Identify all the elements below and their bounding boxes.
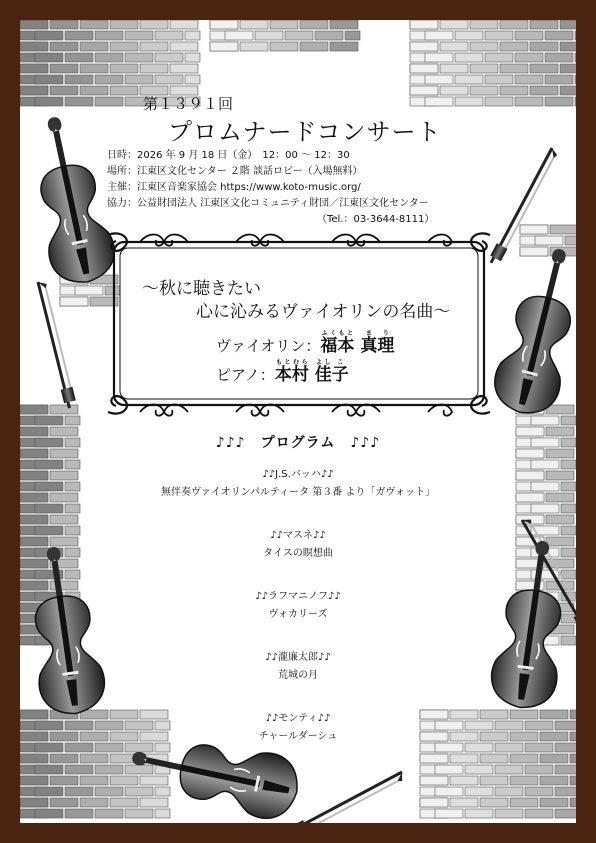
program-piece: タイスの瞑想曲 [263,548,333,559]
program-item [20,466,576,502]
scroll-ornament [356,405,380,416]
name-char: 子こ [331,359,349,385]
program-piece: 無伴奏ヴァイオリンパルティータ 第３番 より「ガヴォット」 [160,487,436,498]
name-char: 本もと [274,359,292,385]
name-char: 本もと [337,330,355,356]
program-piece: ヴォカリーズ [268,609,328,620]
info-row-organizer [107,180,434,196]
scroll-ornament [236,235,260,246]
info-value: 2026 年 9 月 18 日（金） 12：00 ～ 12：30 [137,150,350,161]
concert-edition: 第１３９１回 [143,95,234,113]
program-piece: 荒城の月 [278,670,318,681]
performer-role: ピアノ： [216,366,275,384]
concert-title: プロムナードコンサート [168,118,442,146]
name-char: 福ふく [320,330,338,356]
info-row-cooperation [107,196,434,212]
scroll-ornament [332,405,356,416]
program-heading: ♪♪♪ プログラム ♪♪♪ [215,435,381,451]
program-composer: ♪♪瀧廉太郎♪♪ [265,652,331,663]
scroll-ornament [236,405,260,416]
scroll-ornament [140,235,164,246]
scroll-ornament [356,235,380,246]
performer-piano [216,359,349,385]
name-char: 理り [377,330,395,356]
program-item [20,588,576,624]
program-list [20,466,576,746]
program-composer: ♪♪マスネ♪♪ [270,530,326,541]
info-value: 公益財団法人 江東区文化コミュニティ財団／江東区文化センター [137,198,429,209]
scroll-ornament [428,235,452,246]
info-value: 江東区音楽家協会 https://www.koto-music.org/ [137,182,361,193]
name-char: 佳よし [314,359,332,385]
program-item [20,649,576,685]
info-label: 主催： [107,182,137,193]
info-tel: （Tel.：03-3644-8111） [317,214,435,225]
program-composer: ♪♪ラフマニノフ♪♪ [255,591,341,602]
info-row-date [107,148,434,164]
info-block [107,148,434,228]
flyer-paper [20,20,576,823]
program-section [20,432,576,746]
scroll-ornament [428,405,452,416]
performer-role: ヴァイオリン： [216,337,321,355]
scroll-ornament [260,405,284,416]
program-composer: ♪♪J.S.バッハ♪♪ [262,469,334,480]
scroll-ornament [164,235,188,246]
info-label: 日時： [107,150,137,161]
info-label: 場所： [107,166,137,177]
theme-line-1: ～秋に聴きたい [142,279,261,299]
program-composer: ♪♪モンティ♪♪ [265,713,331,724]
info-label: 協力： [107,198,137,209]
info-value: 江東区文化センター ２階 談話ロビー（入場無料） [137,166,363,177]
theme-line-2: 心に沁みるヴァイオリンの名曲～ [196,302,451,322]
name-char: 村むら [291,359,309,385]
program-item [20,710,576,746]
info-row-venue [107,164,434,180]
performer-violin [216,330,394,356]
name-char: 真ま [360,330,378,356]
scroll-ornament [140,405,164,416]
program-piece: チャールダーシュ [258,731,338,742]
scroll-ornament [332,235,356,246]
program-item [20,527,576,563]
scroll-ornament [260,235,284,246]
scroll-ornament [164,405,188,416]
